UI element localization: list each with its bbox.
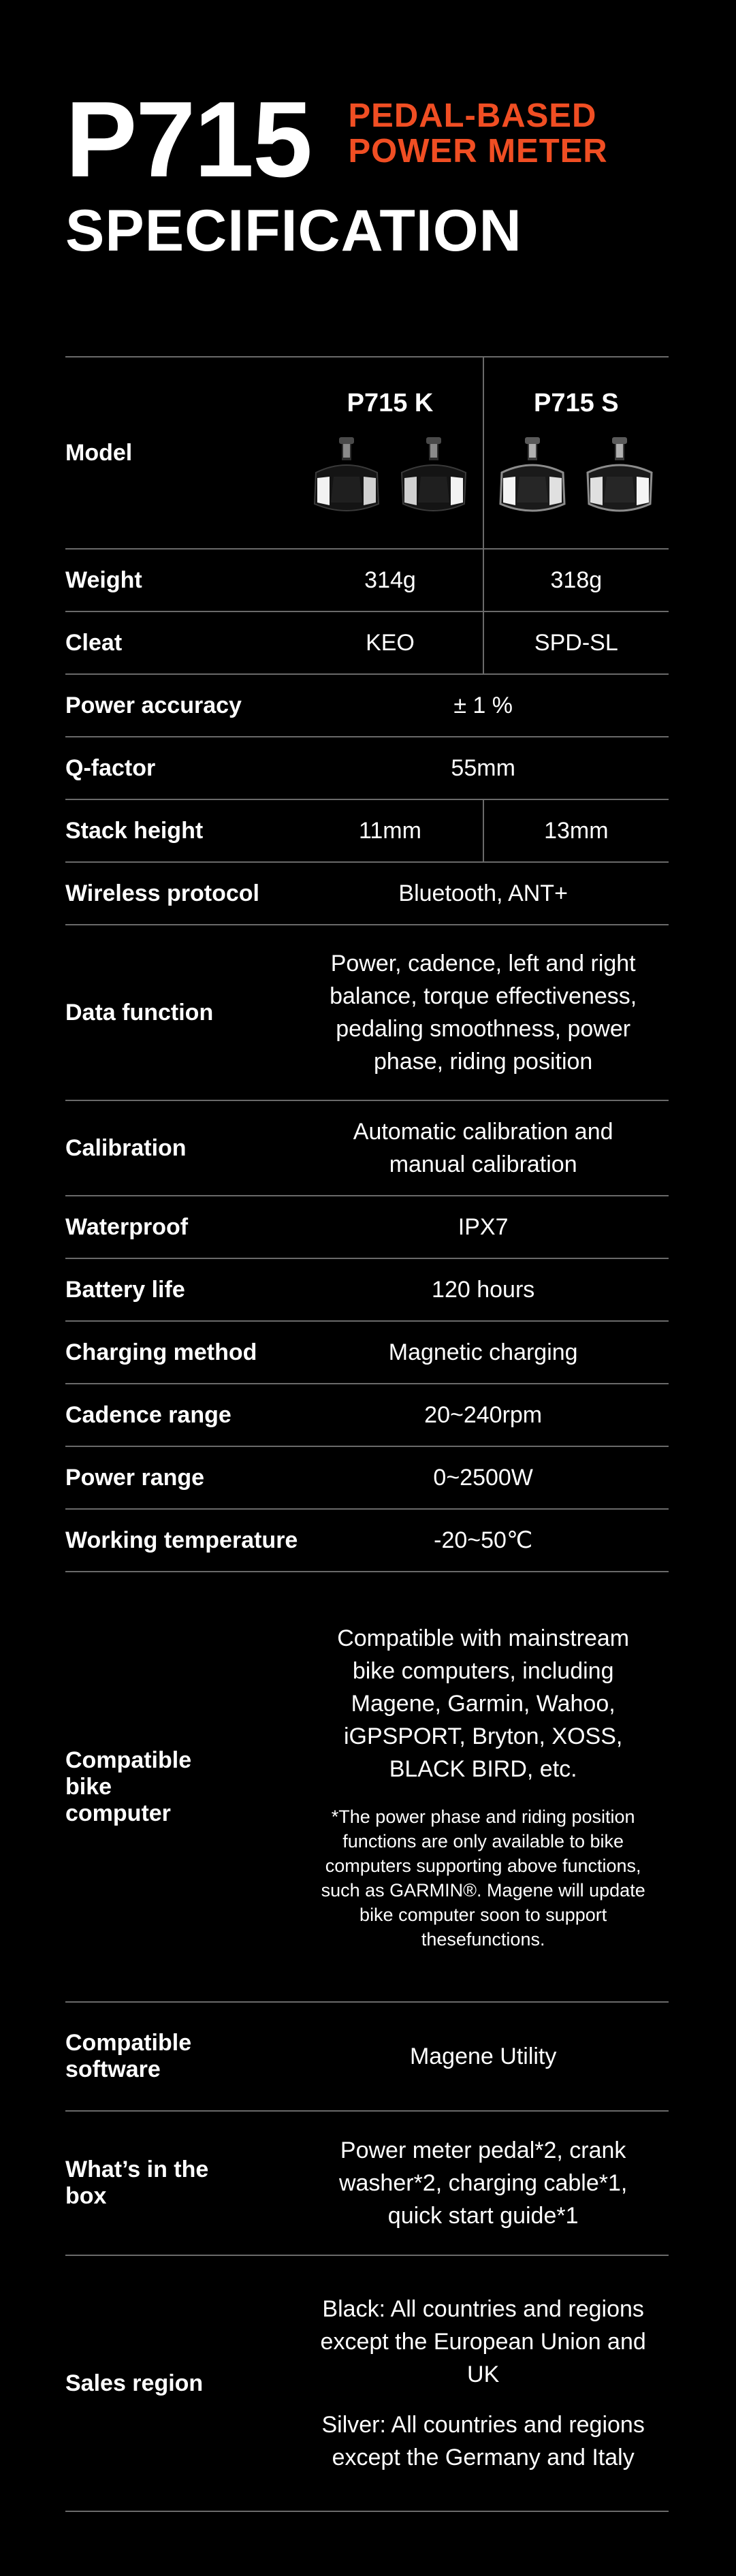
row-battery-life [65,1258,669,1321]
row-sales-region [65,2255,669,2511]
waterproof-value: IPX7 [298,1196,669,1258]
wireless-protocol-value: Bluetooth, ANT+ [298,862,669,925]
calibration-value [298,1100,669,1196]
sales-region-silver: Silver: All countries and regions except the Germany and Italy [321,2412,645,2470]
stack-height-s-value: 13mm [483,799,669,862]
calibration-text: Automatic calibration and manual calibration [353,1119,613,1177]
label-battery-life: Battery life [65,1258,298,1321]
row-model [65,357,669,549]
sales-region-value [298,2255,669,2511]
label-weight: Weight [65,549,298,611]
row-calibration [65,1100,669,1196]
charging-method-value: Magnetic charging [298,1321,669,1384]
row-cadence-range [65,1384,669,1446]
label-stack-height: Stack height [65,799,298,862]
weight-s-value: 318g [483,549,669,611]
compatible-bike-computer-text: Compatible with mainstream bike computers, including Magene, Garmin, Wahoo, iGPSPORT, Bryton, XOSS, BLACK BIRD, etc. [337,1625,630,1782]
compatible-bike-computer-value [298,1572,669,2002]
silver-pedal-left-image [495,437,570,519]
label-cleat: Cleat [65,611,298,674]
power-accuracy-value: ± 1 % [298,674,669,737]
product-subtitle [348,98,607,169]
row-power-accuracy [65,674,669,737]
row-charging-method [65,1321,669,1384]
black-pedal-left-image [309,437,384,519]
model-k-cell [298,357,483,549]
compatible-software-value: Magene Utility [298,2002,669,2111]
label-power-range: Power range [65,1446,298,1509]
row-waterproof [65,1196,669,1258]
label-data-function: Data function [65,925,298,1100]
row-wireless-protocol [65,862,669,925]
label-q-factor: Q-factor [65,737,298,799]
power-range-value: 0~2500W [298,1446,669,1509]
silver-pedal-right-image [582,437,657,519]
battery-life-value: 120 hours [298,1258,669,1321]
model-title: P715 [65,80,312,200]
label-whats-in-the-box [65,2111,298,2255]
row-compatible-bike-computer [65,1572,669,2002]
row-compatible-software [65,2002,669,2111]
label-compatible-software [65,2002,298,2111]
data-function-text: Power, cadence, left and right balance, torque effectiveness, pedaling smoothness, power phase, riding position [330,951,637,1075]
cadence-range-value: 20~240rpm [298,1384,669,1446]
stack-height-k-value: 11mm [298,799,483,862]
label-compatible-bike-computer [65,1572,298,2002]
sales-region-black: Black: All countries and regions except the European Union and UK [320,2296,646,2387]
row-cleat [65,611,669,674]
label-cadence-range: Cadence range [65,1384,298,1446]
weight-k-value: 314g [298,549,483,611]
label-power-accuracy: Power accuracy [65,674,298,737]
subtitle-line-1: PEDAL-BASED [348,97,597,134]
black-pedal-right-image [396,437,471,519]
row-stack-height [65,799,669,862]
row-q-factor [65,737,669,799]
subtitle-line-2: POWER METER [348,133,608,170]
label-model: Model [65,357,298,549]
model-s-name: P715 S [534,389,619,417]
cleat-k-value: KEO [298,611,483,674]
q-factor-value: 55mm [298,737,669,799]
label-calibration: Calibration [65,1100,298,1196]
whats-in-the-box-value [298,2111,669,2255]
whats-in-the-box-text: Power meter pedal*2, crank washer*2, charging cable*1, quick start guide*1 [338,2137,628,2229]
model-s-cell [483,357,669,549]
black-pedal-pair-image [298,437,482,519]
label-waterproof: Waterproof [65,1196,298,1258]
whats-in-the-box-label-text: What’s in the box [65,2157,209,2209]
data-function-value [298,925,669,1100]
compatible-bike-computer-note: *The power phase and riding position functions are only available to bike computers supporting above functions, such as GARMIN®. Magene will update bike computer soon to support thesefunctions. [321,1807,645,1950]
working-temperature-value: -20~50℃ [298,1509,669,1572]
label-wireless-protocol: Wireless protocol [65,862,298,925]
specification-heading: SPECIFICATION [65,198,522,264]
cleat-s-value: SPD-SL [483,611,669,674]
compatible-bike-computer-label-text: Compatible bike computer [65,1747,192,1826]
label-working-temperature: Working temperature [65,1509,298,1572]
label-sales-region: Sales region [65,2255,298,2511]
label-charging-method: Charging method [65,1321,298,1384]
silver-pedal-pair-image [484,437,669,519]
row-weight [65,549,669,611]
model-k-name: P715 K [347,389,434,417]
row-working-temperature [65,1509,669,1572]
page-header [65,80,671,200]
row-power-range [65,1446,669,1509]
spec-table [65,356,669,2512]
row-data-function [65,925,669,1100]
row-whats-in-the-box [65,2111,669,2255]
compatible-software-label-text: Compatible software [65,2030,192,2082]
